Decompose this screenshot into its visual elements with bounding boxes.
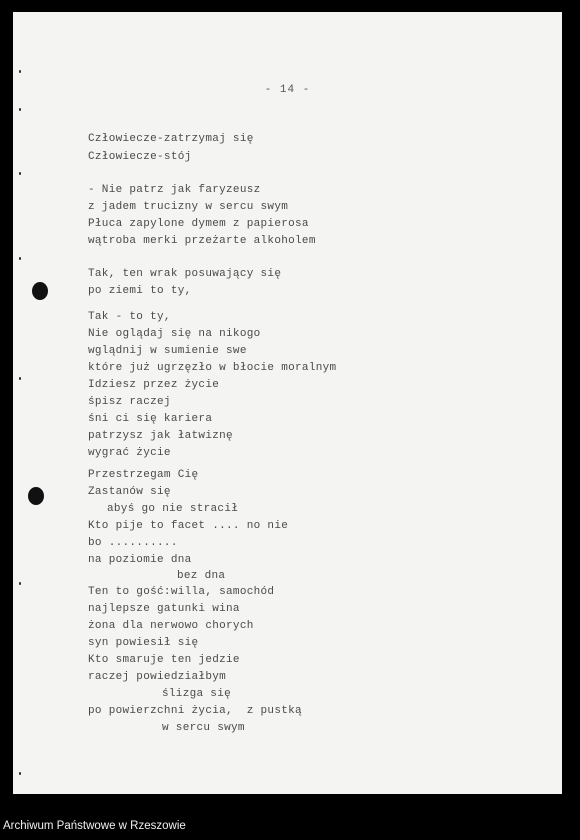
poem-line: po powierzchni życia, z pustką (88, 705, 302, 717)
poem-line: wygrać życie (88, 447, 171, 459)
poem-line: na poziomie dna (88, 554, 192, 566)
poem-line: Tak, ten wrak posuwający się (88, 268, 282, 280)
poem-line: żona dla nerwowo chorych (88, 620, 254, 632)
poem-line: bez dna (177, 570, 226, 582)
poem-line: Tak - to ty, (88, 311, 171, 323)
poem-line: z jadem trucizny w sercu swym (88, 201, 289, 213)
paper-speck (19, 377, 21, 380)
poem-line: Nie oglądaj się na nikogo (88, 328, 261, 340)
poem-line: śni ci się kariera (88, 413, 213, 425)
poem-line: Zastanów się (88, 486, 171, 498)
poem-line: Idziesz przez życie (88, 379, 220, 391)
poem-line: wglądnij w sumienie swe (88, 345, 247, 357)
poem-line: - Nie patrz jak faryzeusz (88, 184, 261, 196)
poem-line: Człowiecze-zatrzymaj się (88, 133, 254, 145)
poem-line: które już ugrzęzło w błocie moralnym (88, 362, 337, 374)
page-number: - 14 - (264, 84, 311, 96)
poem-line: Kto smaruje ten jedzie (88, 654, 240, 666)
paper-speck (19, 582, 21, 585)
paper-speck (19, 108, 21, 111)
punch-hole-bottom (28, 487, 44, 505)
poem-line: Człowiecze-stój (88, 151, 192, 163)
poem-line: abyś go nie stracił (107, 503, 239, 515)
poem-line: po ziemi to ty, (88, 285, 192, 297)
poem-line: raczej powiedziałbym (88, 671, 227, 683)
paper-speck (19, 257, 21, 260)
poem-line: ślizga się (162, 688, 232, 700)
poem-line: syn powiesił się (88, 637, 199, 649)
paper-speck (19, 70, 21, 73)
poem-line: Ten to gość:willa, samochód (88, 586, 275, 598)
paper-speck (19, 772, 21, 775)
archive-footer-label: Archiwum Państwowe w Rzeszowie (3, 820, 186, 832)
poem-line: Płuca zapylone dymem z papierosa (88, 218, 309, 230)
poem-line: bo .......... (88, 537, 178, 549)
poem-line: patrzysz jak łatwiznę (88, 430, 233, 442)
poem-line: śpisz raczej (88, 396, 171, 408)
poem-line: najlepsze gatunki wina (88, 603, 240, 615)
poem-line: Kto pije to facet .... no nie (88, 520, 289, 532)
document-page (13, 12, 562, 794)
poem-line: w sercu swym (162, 722, 245, 734)
poem-line: Przestrzegam Cię (88, 469, 199, 481)
poem-line: wątroba merki przeżarte alkoholem (88, 235, 316, 247)
punch-hole-top (32, 282, 48, 300)
paper-speck (19, 172, 21, 175)
